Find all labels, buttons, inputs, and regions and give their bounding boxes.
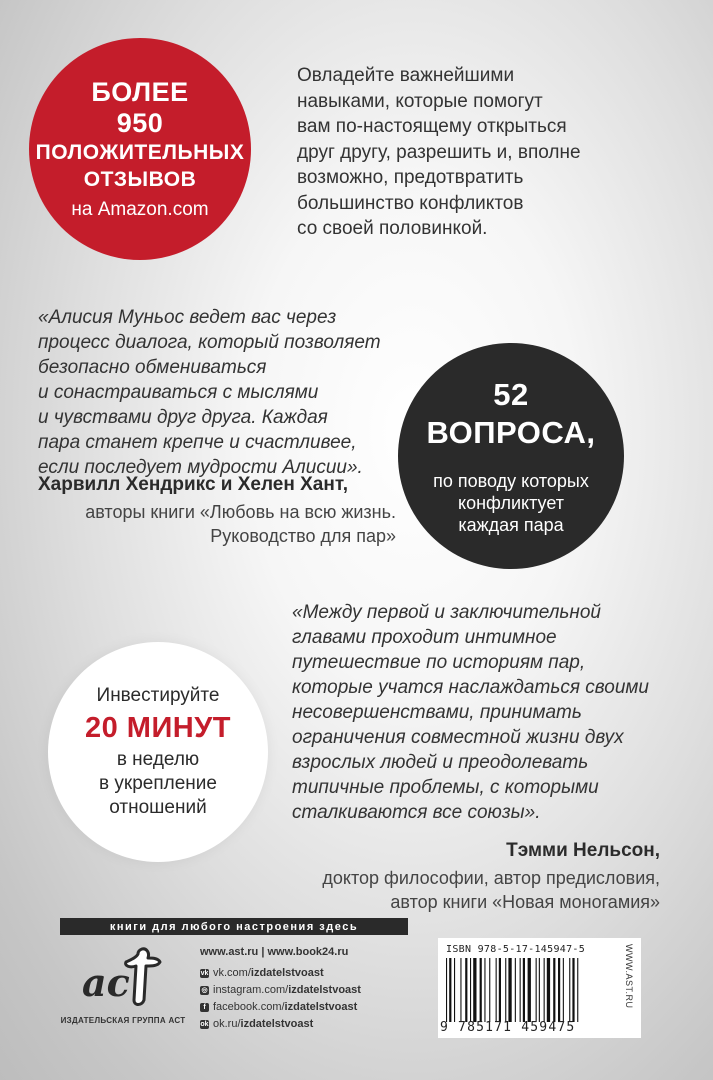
badge-line: ВОПРОСА, [426,415,596,450]
badge-line: ОТЗЫВОВ [83,168,197,191]
text-line: безопасно обмениваться [38,357,267,378]
text-line: ограничения совместной жизни двух [292,727,624,748]
website-links[interactable]: www.ast.ru | www.book24.ru [200,946,349,958]
text-line: и сонастраиваться с мыслями [38,382,319,403]
link-handle: izdatelstvoast [250,967,324,979]
text-line: друг другу, разрешить и, вполне [297,141,581,163]
text-line: Овладейте важнейшими [297,65,515,86]
link-prefix: facebook.com/ [213,1001,285,1013]
text-line: сталкиваются все союзы». [292,802,541,823]
text-line: процесс диалога, который позволяет [38,332,381,353]
text-line: Руководство для пар» [210,526,396,546]
quote1-author-role [38,500,396,548]
text-line: авторы книги «Любовь на всю жизнь. [85,502,396,522]
text-line: пара станет крепче и счастливее, [38,432,357,453]
badge-line: по поводу которых [433,471,589,491]
link-handle: izdatelstvoast [288,984,361,996]
badge-line: Инвестируйте [96,685,220,706]
text-line: несовершенствами, принимать [292,702,582,723]
link-prefix: instagram.com/ [213,984,289,996]
text-line: взрослых людей и преодолевать [292,752,589,773]
barcode-icon [446,958,618,1022]
link-handle: izdatelstvoast [240,1018,314,1030]
badge-line: 52 [493,377,529,412]
publisher-logo [60,944,186,1034]
quote2-author-role [250,866,660,914]
text-line: «Алисия Муньос ведет вас через [38,307,337,328]
publisher-name: ИЗДАТЕЛЬСКАЯ ГРУППА АСТ [60,1016,186,1025]
badge-line: в неделю [116,749,200,770]
ean-digits: 9 785171 459475 [440,1020,576,1035]
text-line: со своей половинкой. [297,218,488,239]
text-line: вам по-настоящему открыться [297,116,567,137]
text-line: возможно, предотвратить [297,167,524,188]
quote-hendrix-hunt [38,305,398,480]
publisher-links [200,944,430,1033]
text-line: «Между первой и заключительной [292,602,602,623]
social-link-ok[interactable] [200,1016,430,1032]
text-line: и чувствами друг друга. Каждая [38,407,328,428]
quote2-author-name: Тэмми Нельсон, [506,840,660,861]
tagline-bar: книги для любого настроения здесь [60,918,408,935]
isbn-text: ISBN 978-5-17-145947-5 [446,944,586,955]
badge-line: каждая пара [458,515,564,535]
text-line: если последует мудрости Алисии». [38,457,363,478]
site-vertical: WWW.AST.RU [624,944,634,1009]
odnoklassniki-icon: ok [200,1020,209,1028]
intro-paragraph [297,63,697,242]
text-line: которые учатся наслаждаться своими [292,677,649,698]
link-handle: izdatelstvoast [284,1001,358,1013]
badge-line: конфликтует [458,493,564,513]
social-link-facebook[interactable] [200,999,430,1015]
ast-logo-icon [60,944,186,1016]
text-line: типичные проблемы, с которыми [292,777,599,798]
badge-line: на Amazon.com [71,199,209,220]
text-line: навыками, которые помогут [297,90,543,112]
badge-line: 20 МИНУТ [84,712,231,744]
text-line: доктор философии, автор предисловия, [322,868,660,888]
text-line: путешествие по историям пар, [292,652,586,673]
badge-line: отношений [109,797,207,818]
instagram-icon: ◎ [201,987,208,994]
badge-line: 950 [116,108,164,138]
social-link-vk[interactable] [200,965,430,981]
text-line: главами проходит интимное [292,627,557,648]
badge-line: БОЛЕЕ [91,77,189,107]
facebook-icon: f [200,1003,209,1012]
barcode-panel [438,938,641,1038]
svg-text:ac: ac [82,960,130,1005]
questions-badge [398,343,624,569]
text-line: большинство конфликтов [297,192,524,214]
quote-nelson [292,600,692,825]
social-link-instagram[interactable] [200,982,430,998]
quote1-author-name: Харвилл Хендрикс и Хелен Хант, [38,474,349,495]
link-prefix: ok.ru/ [213,1018,241,1030]
vk-icon: vk [200,969,209,977]
badge-line: ПОЛОЖИТЕЛЬНЫХ [35,141,245,164]
badge-line: в укрепление [99,773,217,794]
minutes-badge [48,642,268,862]
reviews-badge [29,38,251,260]
text-line: автор книги «Новая моногамия» [390,892,660,912]
link-prefix: vk.com/ [213,967,251,979]
